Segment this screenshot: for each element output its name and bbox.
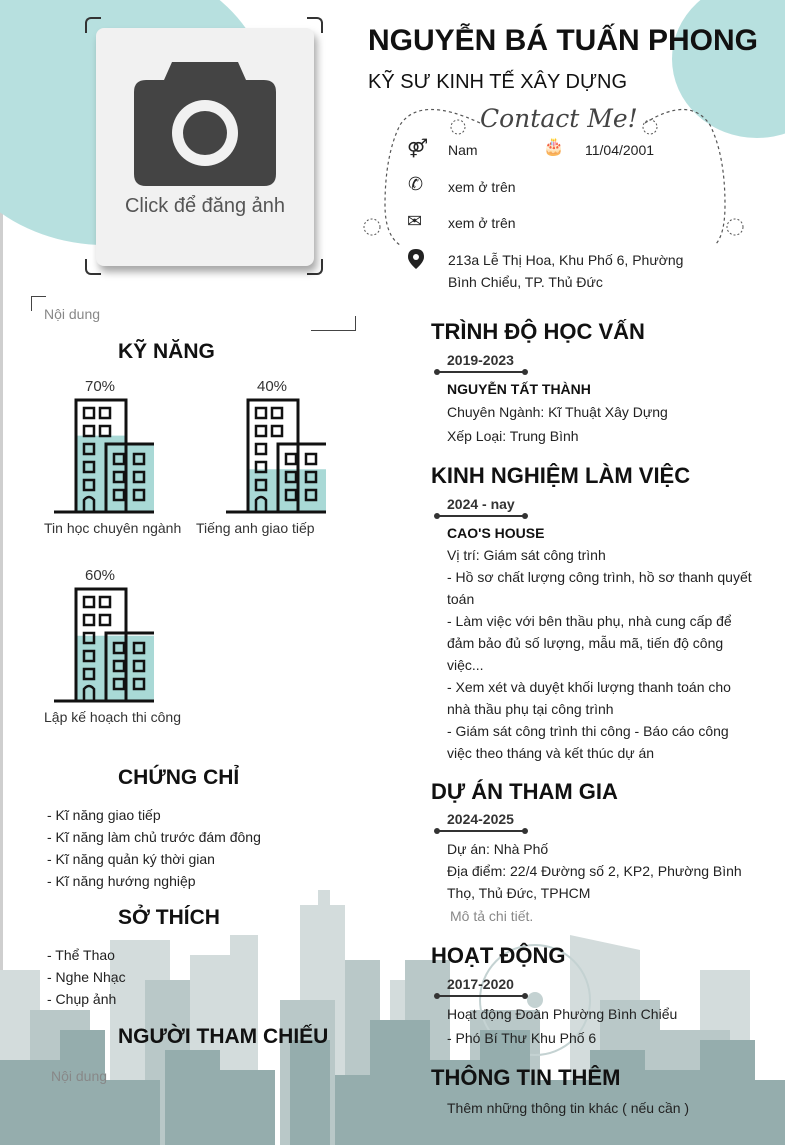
experience-line: - Làm việc với bên thầu phụ, nhà cung cấp để	[447, 613, 732, 629]
list-item: - Kĩ năng hướng nghiệp	[47, 873, 196, 889]
intro-placeholder[interactable]: Nội dung	[44, 306, 101, 322]
job-title: KỸ SƯ KINH TẾ XÂY DỰNG	[368, 71, 628, 93]
timeline-line	[437, 515, 526, 517]
school-name: NGUYỄN TẤT THÀNH	[447, 381, 591, 397]
timeline-dot	[522, 828, 528, 834]
experience-details	[447, 544, 767, 764]
hobbies-heading: SỞ THÍCH	[118, 906, 220, 929]
birthday-value: 11/04/2001	[585, 142, 655, 158]
timeline-dot	[522, 369, 528, 375]
timeline-dot	[434, 369, 440, 375]
experience-line: việc theo tháng và kết thúc dự án	[447, 745, 655, 761]
skill-percent: 70%	[84, 378, 116, 395]
experience-line: - Xem xét và duyệt khối lượng thanh toán cho	[447, 679, 731, 695]
skill-building-icon	[54, 585, 154, 703]
projects-heading: DỰ ÁN THAM GIA	[431, 779, 618, 804]
education-major: Chuyên Ngành: Kĩ Thuật Xây Dựng	[447, 404, 668, 420]
activities-heading: HOẠT ĐỘNG	[431, 943, 566, 968]
phone-value: xem ở trên	[448, 179, 516, 195]
timeline-dot	[434, 993, 440, 999]
list-item: - Kĩ năng giao tiếp	[47, 807, 161, 823]
intro-box-corner	[311, 316, 356, 331]
gender-value: Nam	[448, 142, 478, 158]
skill-label: Lập kế hoạch thi công	[44, 709, 181, 725]
project-line: Dự án: Nhà Phố	[447, 841, 549, 857]
experience-heading: KINH NGHIỆM LÀM VIỆC	[431, 463, 691, 488]
location-pin-icon	[408, 249, 424, 269]
list-item: - Thể Thao	[47, 947, 115, 963]
activities-date: 2017-2020	[447, 976, 514, 992]
project-line: Địa điểm: 22/4 Đường số 2, KP2, Phường Bình	[447, 863, 742, 879]
skill-percent: 60%	[84, 567, 116, 584]
timeline-dot	[434, 513, 440, 519]
experience-line: Vị trí: Giám sát công trình	[447, 547, 606, 563]
skills-heading: KỸ NĂNG	[118, 340, 215, 363]
skill-percent: 40%	[256, 378, 288, 395]
list-item: - Chụp ảnh	[47, 991, 117, 1007]
list-item: - Kĩ năng quản ký thời gian	[47, 851, 215, 867]
skill-building-icon	[226, 396, 326, 514]
project-line: Thọ, Thủ Đức, TPHCM	[447, 885, 591, 901]
experience-line: việc...	[447, 657, 484, 673]
photo-upload-label: Click để đăng ảnh	[124, 195, 286, 217]
cake-icon: 🎂	[543, 137, 565, 156]
gender-icon: ⚤	[407, 138, 429, 158]
extra-info-text: Thêm những thông tin khác ( nếu cần )	[447, 1100, 690, 1116]
skill-label: Tin học chuyên ngành	[44, 520, 182, 536]
references-placeholder[interactable]: Nội dung	[51, 1068, 108, 1084]
experience-line: - Hồ sơ chất lượng công trình, hồ sơ thanh quyết	[447, 569, 752, 585]
address-line-2: Bình Chiểu, TP. Thủ Đức	[448, 274, 603, 290]
mail-icon: ✉	[407, 211, 423, 231]
experience-line: toán	[447, 591, 475, 607]
list-item: - Kĩ năng làm chủ trước đám đông	[47, 829, 261, 845]
projects-date: 2024-2025	[447, 811, 514, 827]
activity-line: - Phó Bí Thư Khu Phố 6	[447, 1030, 597, 1046]
certificates-list	[47, 804, 261, 892]
education-heading: TRÌNH ĐỘ HỌC VẤN	[431, 319, 645, 344]
project-detail-placeholder[interactable]: Mô tả chi tiết.	[450, 908, 534, 924]
timeline-line	[437, 371, 526, 373]
timeline-dot	[522, 513, 528, 519]
company-name: CAO'S HOUSE	[447, 525, 545, 541]
project-details	[447, 838, 767, 904]
list-item: - Nghe Nhạc	[47, 969, 126, 985]
experience-date: 2024 - nay	[447, 496, 515, 512]
phone-icon: ✆	[408, 174, 424, 194]
activity-details	[447, 1003, 677, 1049]
timeline-line	[437, 830, 526, 832]
experience-line: nhà thầu phụ tại công trình	[447, 701, 614, 717]
timeline-dot	[434, 828, 440, 834]
email-value: xem ở trên	[448, 215, 516, 231]
skill-label: Tiếng anh giao tiếp	[196, 520, 315, 536]
contact-heading: Contact Me!	[480, 104, 638, 133]
hobbies-list	[47, 944, 126, 1010]
references-heading: NGƯỜI THAM CHIẾU	[118, 1025, 329, 1048]
camera-icon	[134, 62, 276, 186]
skill-building-icon	[54, 396, 154, 514]
full-name: NGUYỄN BÁ TUẤN PHONG	[368, 24, 759, 57]
education-grade: Xếp Loại: Trung Bình	[447, 428, 579, 444]
timeline-line	[437, 995, 526, 997]
activity-line: Hoạt động Đoàn Phường Bình Chiểu	[447, 1006, 678, 1022]
education-date: 2019-2023	[447, 352, 514, 368]
address-line-1: 213a Lễ Thị Hoa, Khu Phố 6, Phường	[448, 252, 684, 268]
experience-line: đảm bảo đủ số lượng, mẫu mã, tiến độ công	[447, 635, 724, 651]
certificates-heading: CHỨNG CHỈ	[118, 766, 240, 789]
experience-line: - Giám sát công trình thi công - Báo cáo công	[447, 723, 729, 739]
timeline-dot	[522, 993, 528, 999]
extra-info-heading: THÔNG TIN THÊM	[431, 1065, 621, 1090]
